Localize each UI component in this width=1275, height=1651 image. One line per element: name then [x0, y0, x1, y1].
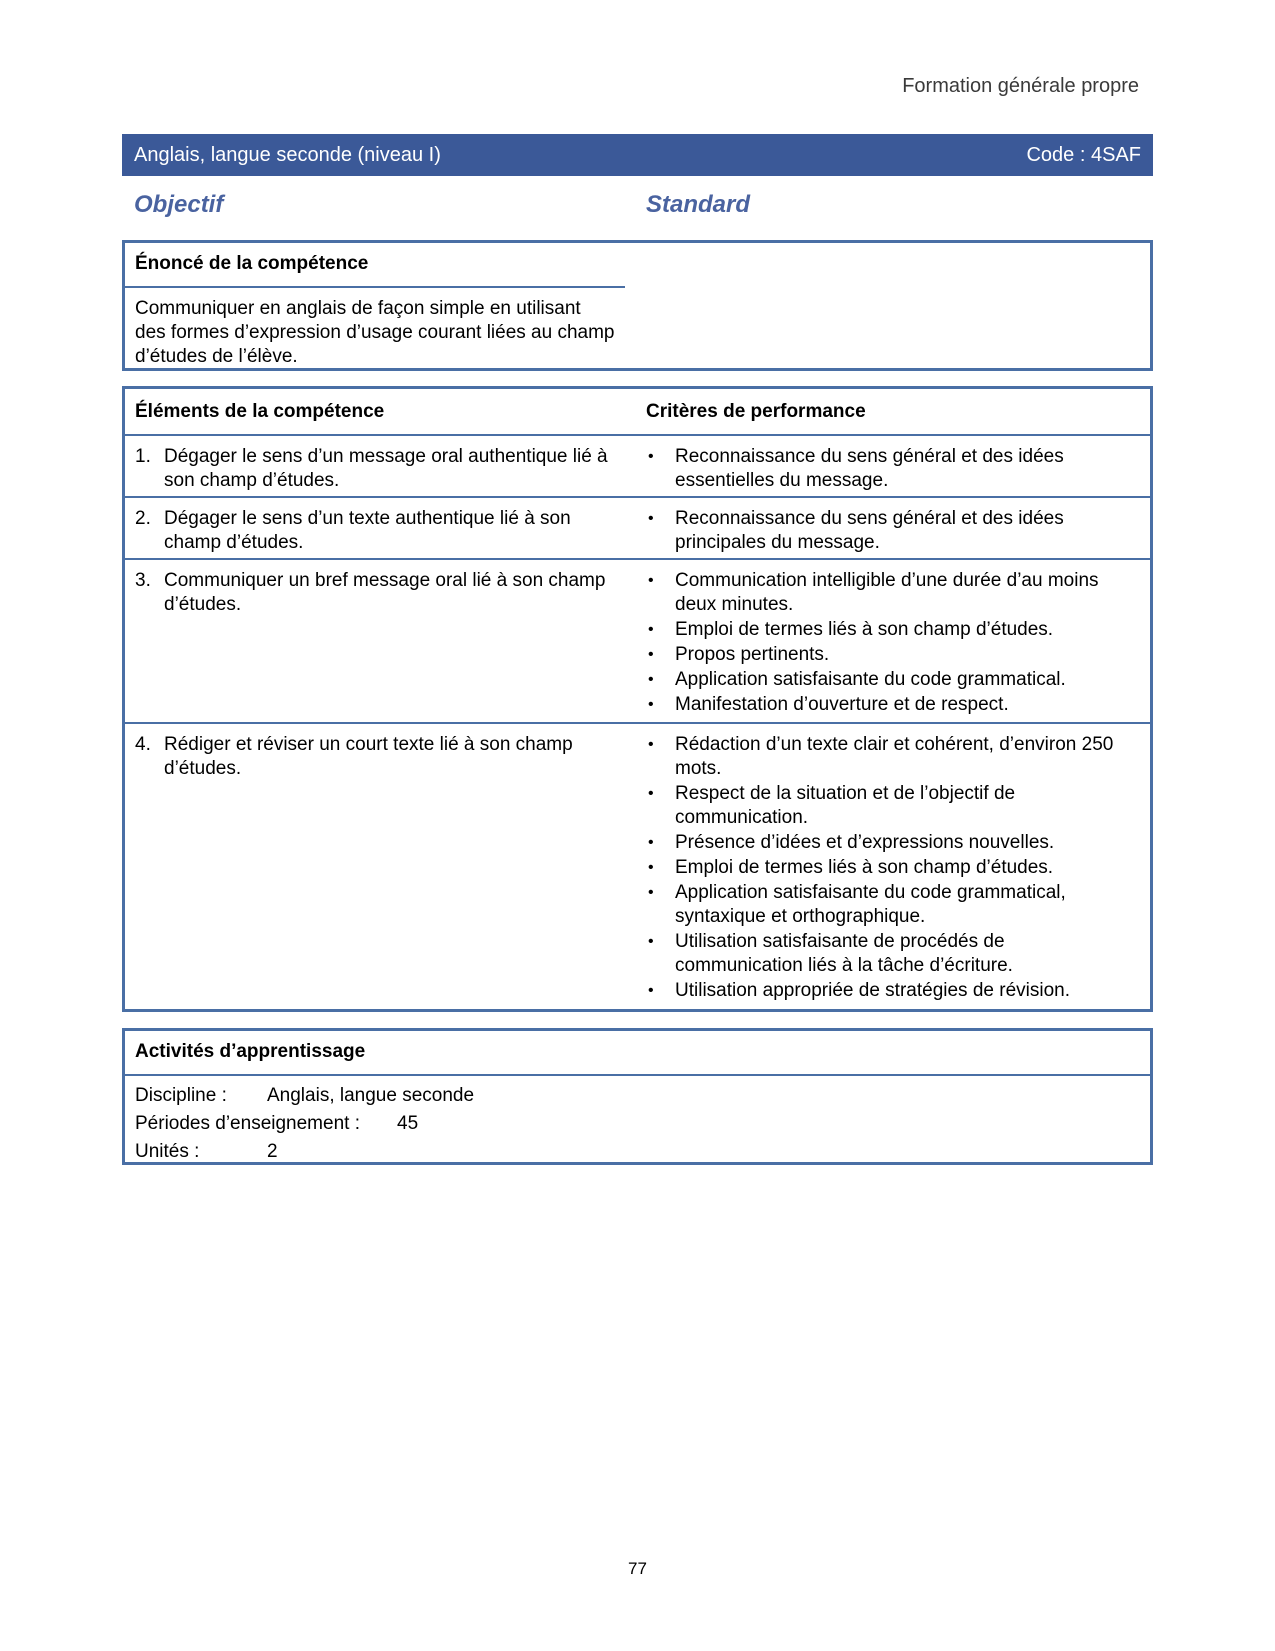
criterion: • Reconnaissance du sens général et des idées essentielles du message.	[648, 446, 1064, 491]
discipline-value: Anglais, langue seconde	[267, 1085, 475, 1106]
criteria-list	[646, 569, 1116, 718]
bullet: •	[648, 621, 654, 638]
criterion: • Application satisfaisante du code grammatical.	[648, 669, 1066, 690]
element-description: Communiquer un bref message oral lié à son champ d’études.	[164, 570, 606, 615]
bullet: •	[648, 933, 654, 950]
element-description: Rédiger et réviser un court texte lié à son champ d’études.	[164, 734, 573, 779]
element-number: 3.	[135, 570, 151, 591]
course-title: Anglais, langue seconde (niveau I)	[134, 143, 441, 166]
criteria-list	[646, 507, 1116, 556]
discipline-label: Discipline :	[135, 1085, 227, 1106]
criteria-list	[646, 733, 1116, 1004]
unites-label: Unités :	[135, 1141, 200, 1162]
elements-header	[125, 389, 1150, 434]
element-description: Dégager le sens d’un message oral authentique lié à son champ d’études.	[164, 446, 608, 491]
criterion: • Utilisation satisfaisante de procédés de communication liés à la tâche d’écriture.	[648, 931, 1013, 976]
criterion: • Rédaction d’un texte clair et cohérent, d’environ 250 mots.	[648, 734, 1114, 779]
criterion: • Communication intelligible d’une durée d’au moins deux minutes.	[648, 570, 1099, 615]
element-row	[125, 558, 1150, 722]
bullet: •	[648, 696, 654, 713]
activites-box	[122, 1028, 1153, 1165]
bullet: •	[648, 859, 654, 876]
unites-line	[135, 1138, 1140, 1166]
element-row	[125, 496, 1150, 558]
criterion: • Application satisfaisante du code grammatical, syntaxique et orthographique.	[648, 882, 1066, 927]
enonce-text: Communiquer en anglais de façon simple en utilisant des formes d’expression d’usage courant liées au champ d’études de l’élève.	[125, 286, 625, 372]
enonce-title: Énoncé de la compétence	[135, 253, 369, 274]
column-headings	[134, 191, 1153, 225]
element-description: Dégager le sens d’un texte authentique lié à son champ d’études.	[164, 508, 571, 553]
course-code: Code : 4SAF	[1026, 143, 1141, 166]
criterion: • Emploi de termes liés à son champ d’études.	[648, 619, 1054, 640]
bullet: •	[648, 448, 654, 465]
element-number: 2.	[135, 508, 151, 529]
criterion: • Emploi de termes liés à son champ d’études.	[648, 857, 1054, 878]
element-number: 1.	[135, 446, 151, 467]
elements-title: Éléments de la compétence	[135, 401, 385, 422]
periodes-value: 45	[397, 1113, 419, 1134]
element-text	[135, 733, 630, 781]
criterion: • Présence d’idées et d’expressions nouvelles.	[648, 832, 1055, 853]
criterion: • Reconnaissance du sens général et des idées principales du message.	[648, 508, 1064, 553]
standard-heading: Standard	[646, 191, 751, 218]
bullet: •	[648, 510, 654, 527]
criterion: • Propos pertinents.	[648, 644, 830, 665]
bullet: •	[648, 736, 654, 753]
page-number: 77	[628, 1559, 647, 1578]
criteria-title: Critères de performance	[646, 401, 866, 422]
bullet: •	[648, 785, 654, 802]
criterion: • Utilisation appropriée de stratégies de révision.	[648, 980, 1070, 1001]
element-text	[135, 507, 630, 555]
element-text	[135, 569, 630, 617]
bullet: •	[648, 884, 654, 901]
bullet: •	[648, 646, 654, 663]
element-text	[135, 445, 630, 493]
program-label: Formation générale propre	[902, 75, 1139, 97]
periodes-line	[135, 1110, 1140, 1138]
discipline-line	[135, 1082, 1140, 1110]
bullet: •	[648, 671, 654, 688]
element-row	[125, 434, 1150, 496]
periodes-label: Périodes d’enseignement :	[135, 1113, 360, 1134]
enonce-box	[122, 240, 1153, 371]
objectif-heading: Objectif	[134, 191, 224, 218]
criterion: • Manifestation d’ouverture et de respect.	[648, 694, 1009, 715]
elements-box	[122, 386, 1153, 1012]
criterion: • Respect de la situation et de l’objectif de communication.	[648, 783, 1016, 828]
bullet: •	[648, 572, 654, 589]
element-row	[125, 722, 1150, 1010]
activites-title: Activités d’apprentissage	[135, 1041, 366, 1062]
bullet: •	[648, 982, 654, 999]
unites-value: 2	[267, 1141, 278, 1162]
course-title-bar	[122, 134, 1153, 176]
activites-details	[125, 1074, 1150, 1172]
criteria-list	[646, 445, 1116, 494]
element-number: 4.	[135, 734, 151, 755]
bullet: •	[648, 834, 654, 851]
